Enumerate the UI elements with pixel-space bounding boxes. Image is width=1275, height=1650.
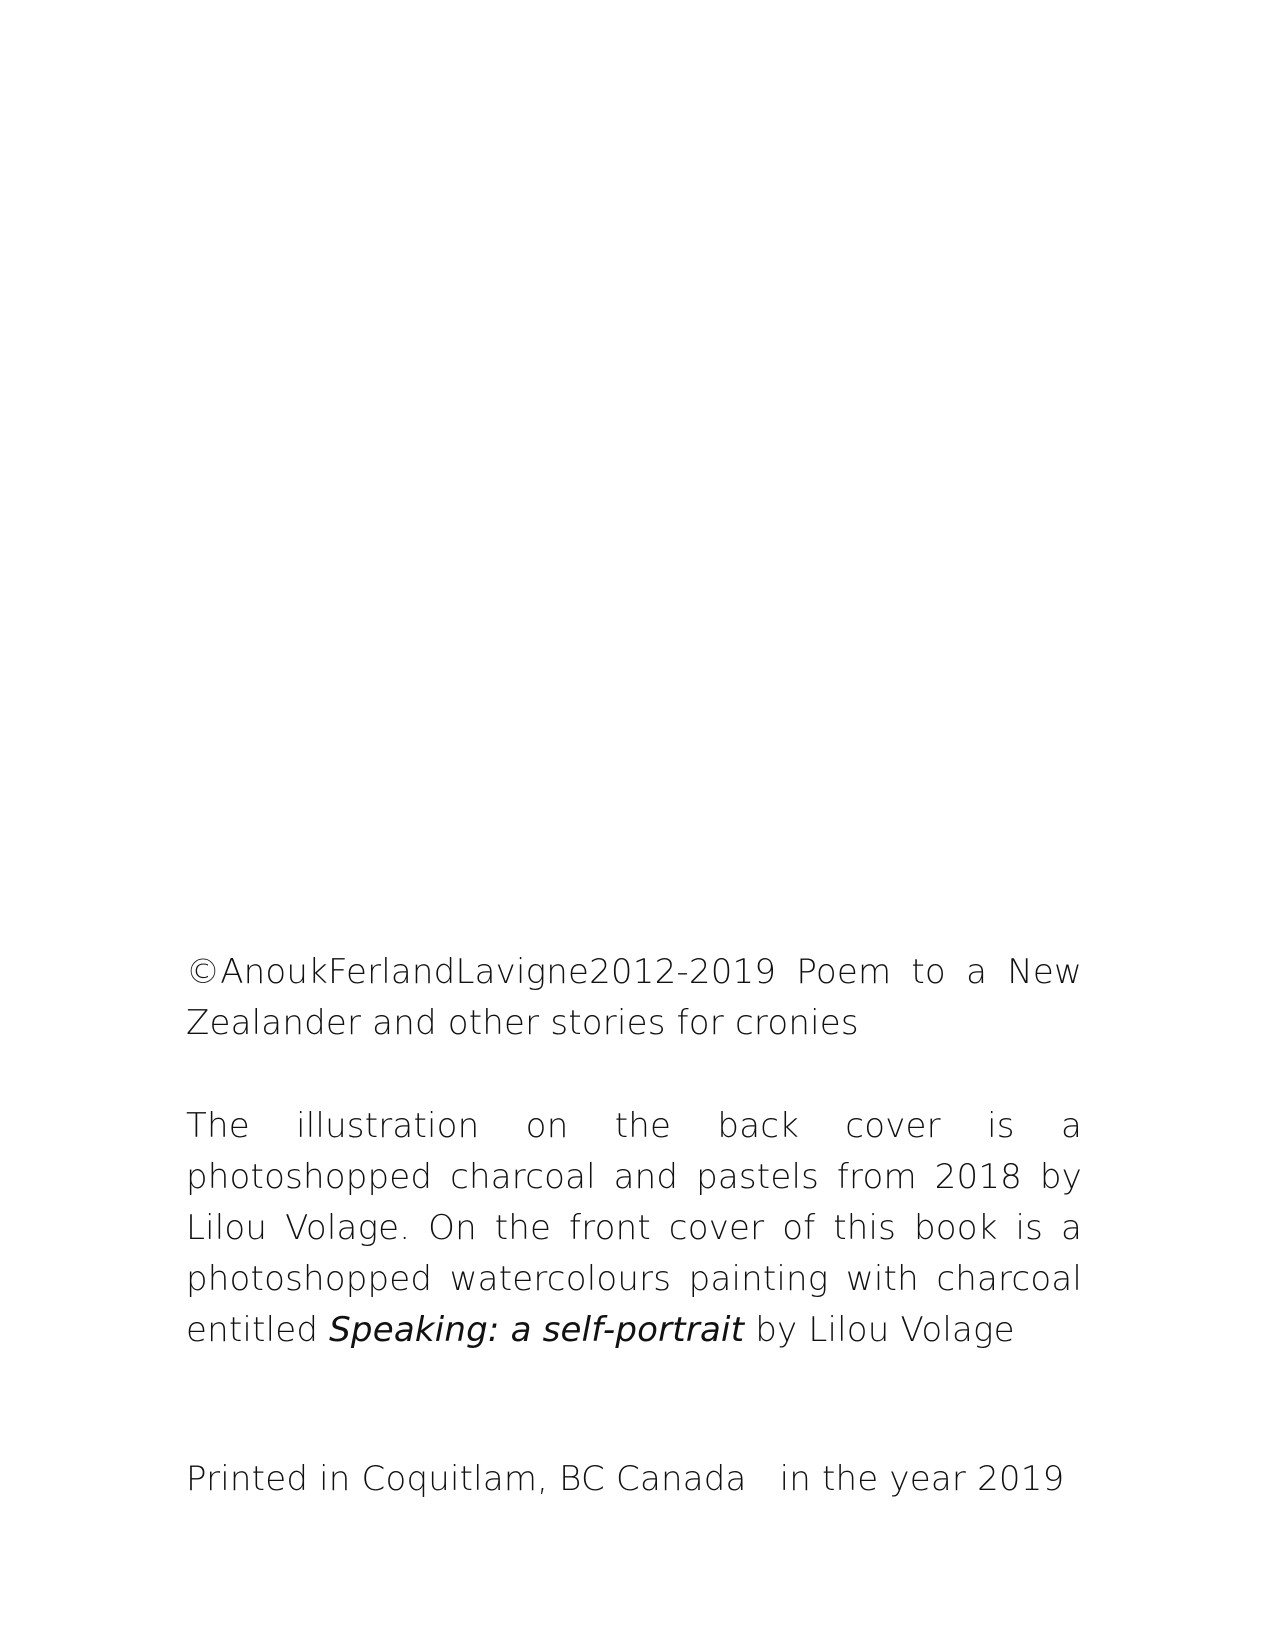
printing-info: Printed in Coquitlam, BC Canada in the year 2019 xyxy=(186,1459,1065,1499)
illustration-credit-artist: by Lilou Volage xyxy=(744,1310,1015,1350)
artwork-title: Speaking: a self-portrait xyxy=(329,1310,745,1350)
illustration-credit xyxy=(186,1101,1082,1356)
illustration-credit-intro: The illustration on the back cover is a photoshopped charcoal and pastels from 2018 by Lilou Volage. On the front cover of this book is a photoshopped watercolours painting with charcoal entitled xyxy=(186,1106,1082,1350)
copyright-notice: ©AnoukFerlandLavigne2012-2019 Poem to a New Zealander and other stories for cronies xyxy=(186,952,1082,1043)
